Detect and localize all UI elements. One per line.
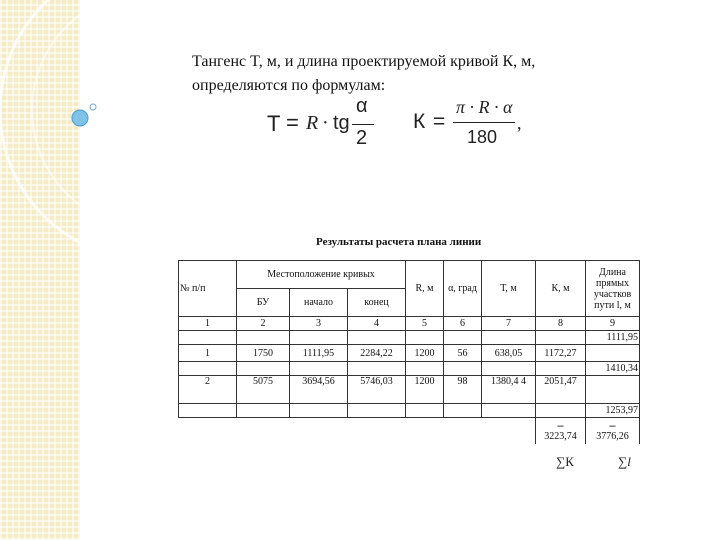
table-row bbox=[179, 376, 640, 404]
formula-t-eq: = bbox=[286, 110, 299, 135]
formula-t-lhs: T bbox=[267, 111, 281, 136]
num-4: 4 bbox=[348, 317, 406, 331]
formula-t-num: α bbox=[356, 95, 368, 117]
num-6: 6 bbox=[444, 317, 482, 331]
straight-row-2 bbox=[179, 362, 640, 376]
results-table bbox=[178, 260, 640, 444]
row-2-no: 2 bbox=[179, 376, 237, 404]
row-2-t: 1380,4 4 bbox=[482, 376, 536, 404]
formula-k-num: π · R · α bbox=[456, 97, 513, 117]
row-1-r: 1200 bbox=[406, 345, 444, 362]
straight-value-2: 1410,34 bbox=[586, 362, 640, 376]
straight-value-1: 1111,95 bbox=[586, 331, 640, 345]
formula-k-fraction-bar bbox=[453, 122, 515, 123]
header-start: начало bbox=[290, 289, 348, 317]
header-alpha: α, град bbox=[444, 261, 482, 317]
header-straight: Длина прямых участков пути l, м bbox=[586, 261, 640, 317]
num-2: 2 bbox=[237, 317, 290, 331]
formula-t-den: 2 bbox=[356, 127, 368, 149]
total-k-mark: ‒ bbox=[557, 417, 564, 432]
header-t: Т, м bbox=[482, 261, 536, 317]
header-k: К, м bbox=[536, 261, 586, 317]
formula-t-dot: · bbox=[322, 112, 329, 134]
formula-k-comma: , bbox=[517, 113, 522, 133]
num-8: 8 bbox=[536, 317, 586, 331]
row-1-k: 1172,27 bbox=[536, 345, 586, 362]
sum-l-label: ∑l bbox=[618, 454, 631, 469]
intro-text bbox=[192, 50, 622, 98]
row-1-t: 638,05 bbox=[482, 345, 536, 362]
sum-k-label: ∑К bbox=[556, 454, 574, 469]
row-2-alpha: 98 bbox=[444, 376, 482, 404]
num-1: 1 bbox=[179, 317, 237, 331]
numbering-row bbox=[179, 317, 640, 331]
totals-row bbox=[179, 418, 640, 444]
small-ring-icon bbox=[90, 104, 96, 110]
header-r: R, м bbox=[406, 261, 444, 317]
formula-t-fn: tg bbox=[333, 112, 350, 134]
row-2-start: 3694,56 bbox=[290, 376, 348, 404]
num-7: 7 bbox=[482, 317, 536, 331]
row-1-alpha: 56 bbox=[444, 345, 482, 362]
row-2-k: 2051,47 bbox=[536, 376, 586, 404]
num-5: 5 bbox=[406, 317, 444, 331]
intro-line-2: определяются по формулам: bbox=[192, 77, 386, 94]
row-1-start: 1111,95 bbox=[290, 345, 348, 362]
header-bu: БУ bbox=[237, 289, 290, 317]
formula-t-r: R bbox=[306, 112, 319, 134]
formula-k-den: 180 bbox=[467, 127, 498, 147]
num-3: 3 bbox=[290, 317, 348, 331]
formula-t-fraction-bar bbox=[352, 124, 374, 125]
table-title: Результаты расчета плана линии bbox=[316, 236, 482, 248]
header-end: конец bbox=[348, 289, 406, 317]
intro-line-1: Тангенс T, м, и длина проектируемой кривой К, м, bbox=[192, 53, 536, 70]
row-1-end: 2284,22 bbox=[348, 345, 406, 362]
sidebar-pattern bbox=[0, 0, 80, 540]
total-l-value: 3776,26 bbox=[596, 430, 629, 442]
straight-row-1 bbox=[179, 331, 640, 345]
total-k-value: 3223,74 bbox=[544, 430, 577, 442]
row-1-no: 1 bbox=[179, 345, 237, 362]
formula-k-lhs: К bbox=[413, 110, 426, 133]
row-1-bu: 1750 bbox=[237, 345, 290, 362]
header-no: № п/п bbox=[179, 261, 237, 317]
header-location: Местоположение кривых bbox=[237, 261, 406, 289]
straight-row-3 bbox=[179, 404, 640, 418]
row-2-bu: 5075 bbox=[237, 376, 290, 404]
num-9: 9 bbox=[586, 317, 640, 331]
straight-value-3: 1253,97 bbox=[586, 404, 640, 418]
row-2-end: 5746,03 bbox=[348, 376, 406, 404]
formula-k-eq: = bbox=[433, 110, 446, 133]
total-l-mark: ‒ bbox=[609, 417, 616, 432]
table-row bbox=[179, 345, 640, 362]
row-2-r: 1200 bbox=[406, 376, 444, 404]
